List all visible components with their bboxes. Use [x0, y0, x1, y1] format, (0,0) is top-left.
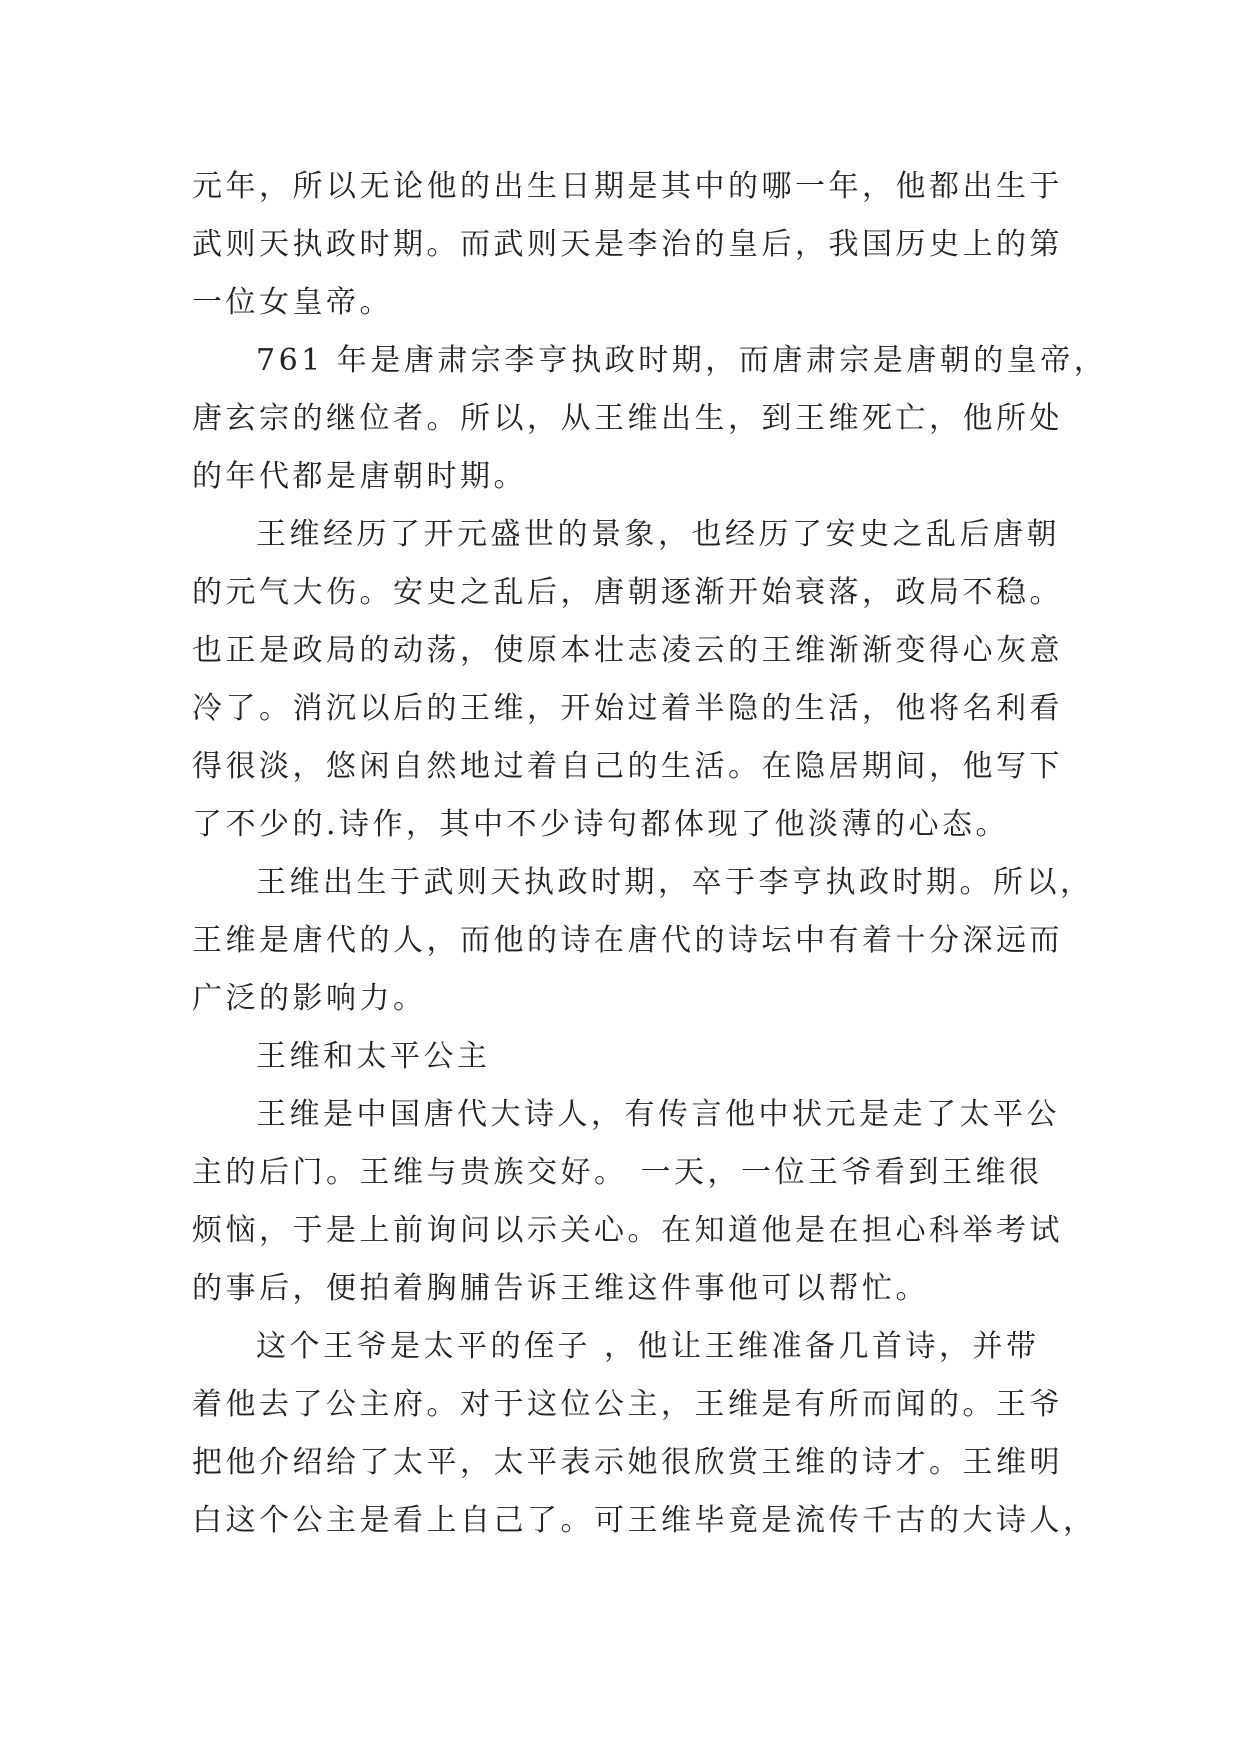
- text-line: 烦恼，于是上前询问以示关心。在知道他是在担心科举考试: [192, 1213, 1063, 1248]
- text-line: 着他去了公主府。对于这位公主，王维是有所而闻的。王爷: [192, 1387, 1063, 1422]
- text-line: 的元气大伤。安史之乱后，唐朝逐渐开始衰落，政局不稳。: [192, 575, 1063, 610]
- text-line: 主的后门。王维与贵族交好。 一天，一位王爷看到王维很: [192, 1155, 1043, 1190]
- paragraph-start-line: 王维经历了开元盛世的景象，也经历了安史之乱后唐朝: [256, 517, 1060, 552]
- paragraph-start-line: 761 年是唐肃宗李亨执政时期，而唐肃宗是唐朝的皇帝，: [256, 343, 1108, 378]
- text-line: 了不少的.诗作，其中不少诗句都体现了他淡薄的心态。: [192, 807, 1010, 842]
- text-line: 武则天执政时期。而武则天是李治的皇后，我国历史上的第: [192, 227, 1063, 262]
- paragraph-start-line: 王维是中国唐代大诗人，有传言他中状元是走了太平公: [256, 1097, 1060, 1132]
- text-line: 广泛的影响力。: [192, 981, 427, 1016]
- text-line: 冷了。消沉以后的王维，开始过着半隐的生活，他将名利看: [192, 691, 1063, 726]
- text-line: 一位女皇帝。: [192, 285, 393, 320]
- paragraph-start-line: 这个王爷是太平的侄子 ，他让王维准备几首诗，并带: [256, 1329, 1040, 1364]
- text-line: 把他介绍给了太平，太平表示她很欣赏王维的诗才。王维明: [192, 1445, 1063, 1480]
- text-line: 得很淡，悠闲自然地过着自己的生活。在隐居期间，他写下: [192, 749, 1063, 784]
- text-line: 也正是政局的动荡，使原本壮志凌云的王维渐渐变得心灰意: [192, 633, 1063, 668]
- section-heading: 王维和太平公主: [256, 1039, 491, 1074]
- text-line: 王维是唐代的人，而他的诗在唐代的诗坛中有着十分深远而: [192, 923, 1063, 958]
- text-line: 白这个公主是看上自己了。可王维毕竟是流传千古的大诗人，: [192, 1503, 1097, 1538]
- text-line: 的年代都是唐朝时期。: [192, 459, 527, 494]
- text-line: 元年，所以无论他的出生日期是其中的哪一年，他都出生于: [192, 169, 1063, 204]
- text-line: 的事后，便拍着胸脯告诉王维这件事他可以帮忙。: [192, 1271, 929, 1306]
- paragraph-start-line: 王维出生于武则天执政时期，卒于李亨执政时期。所以，: [256, 865, 1094, 900]
- text-line: 唐玄宗的继位者。所以，从王维出生，到王维死亡，他所处: [192, 401, 1063, 436]
- body-text: [192, 158, 1108, 1550]
